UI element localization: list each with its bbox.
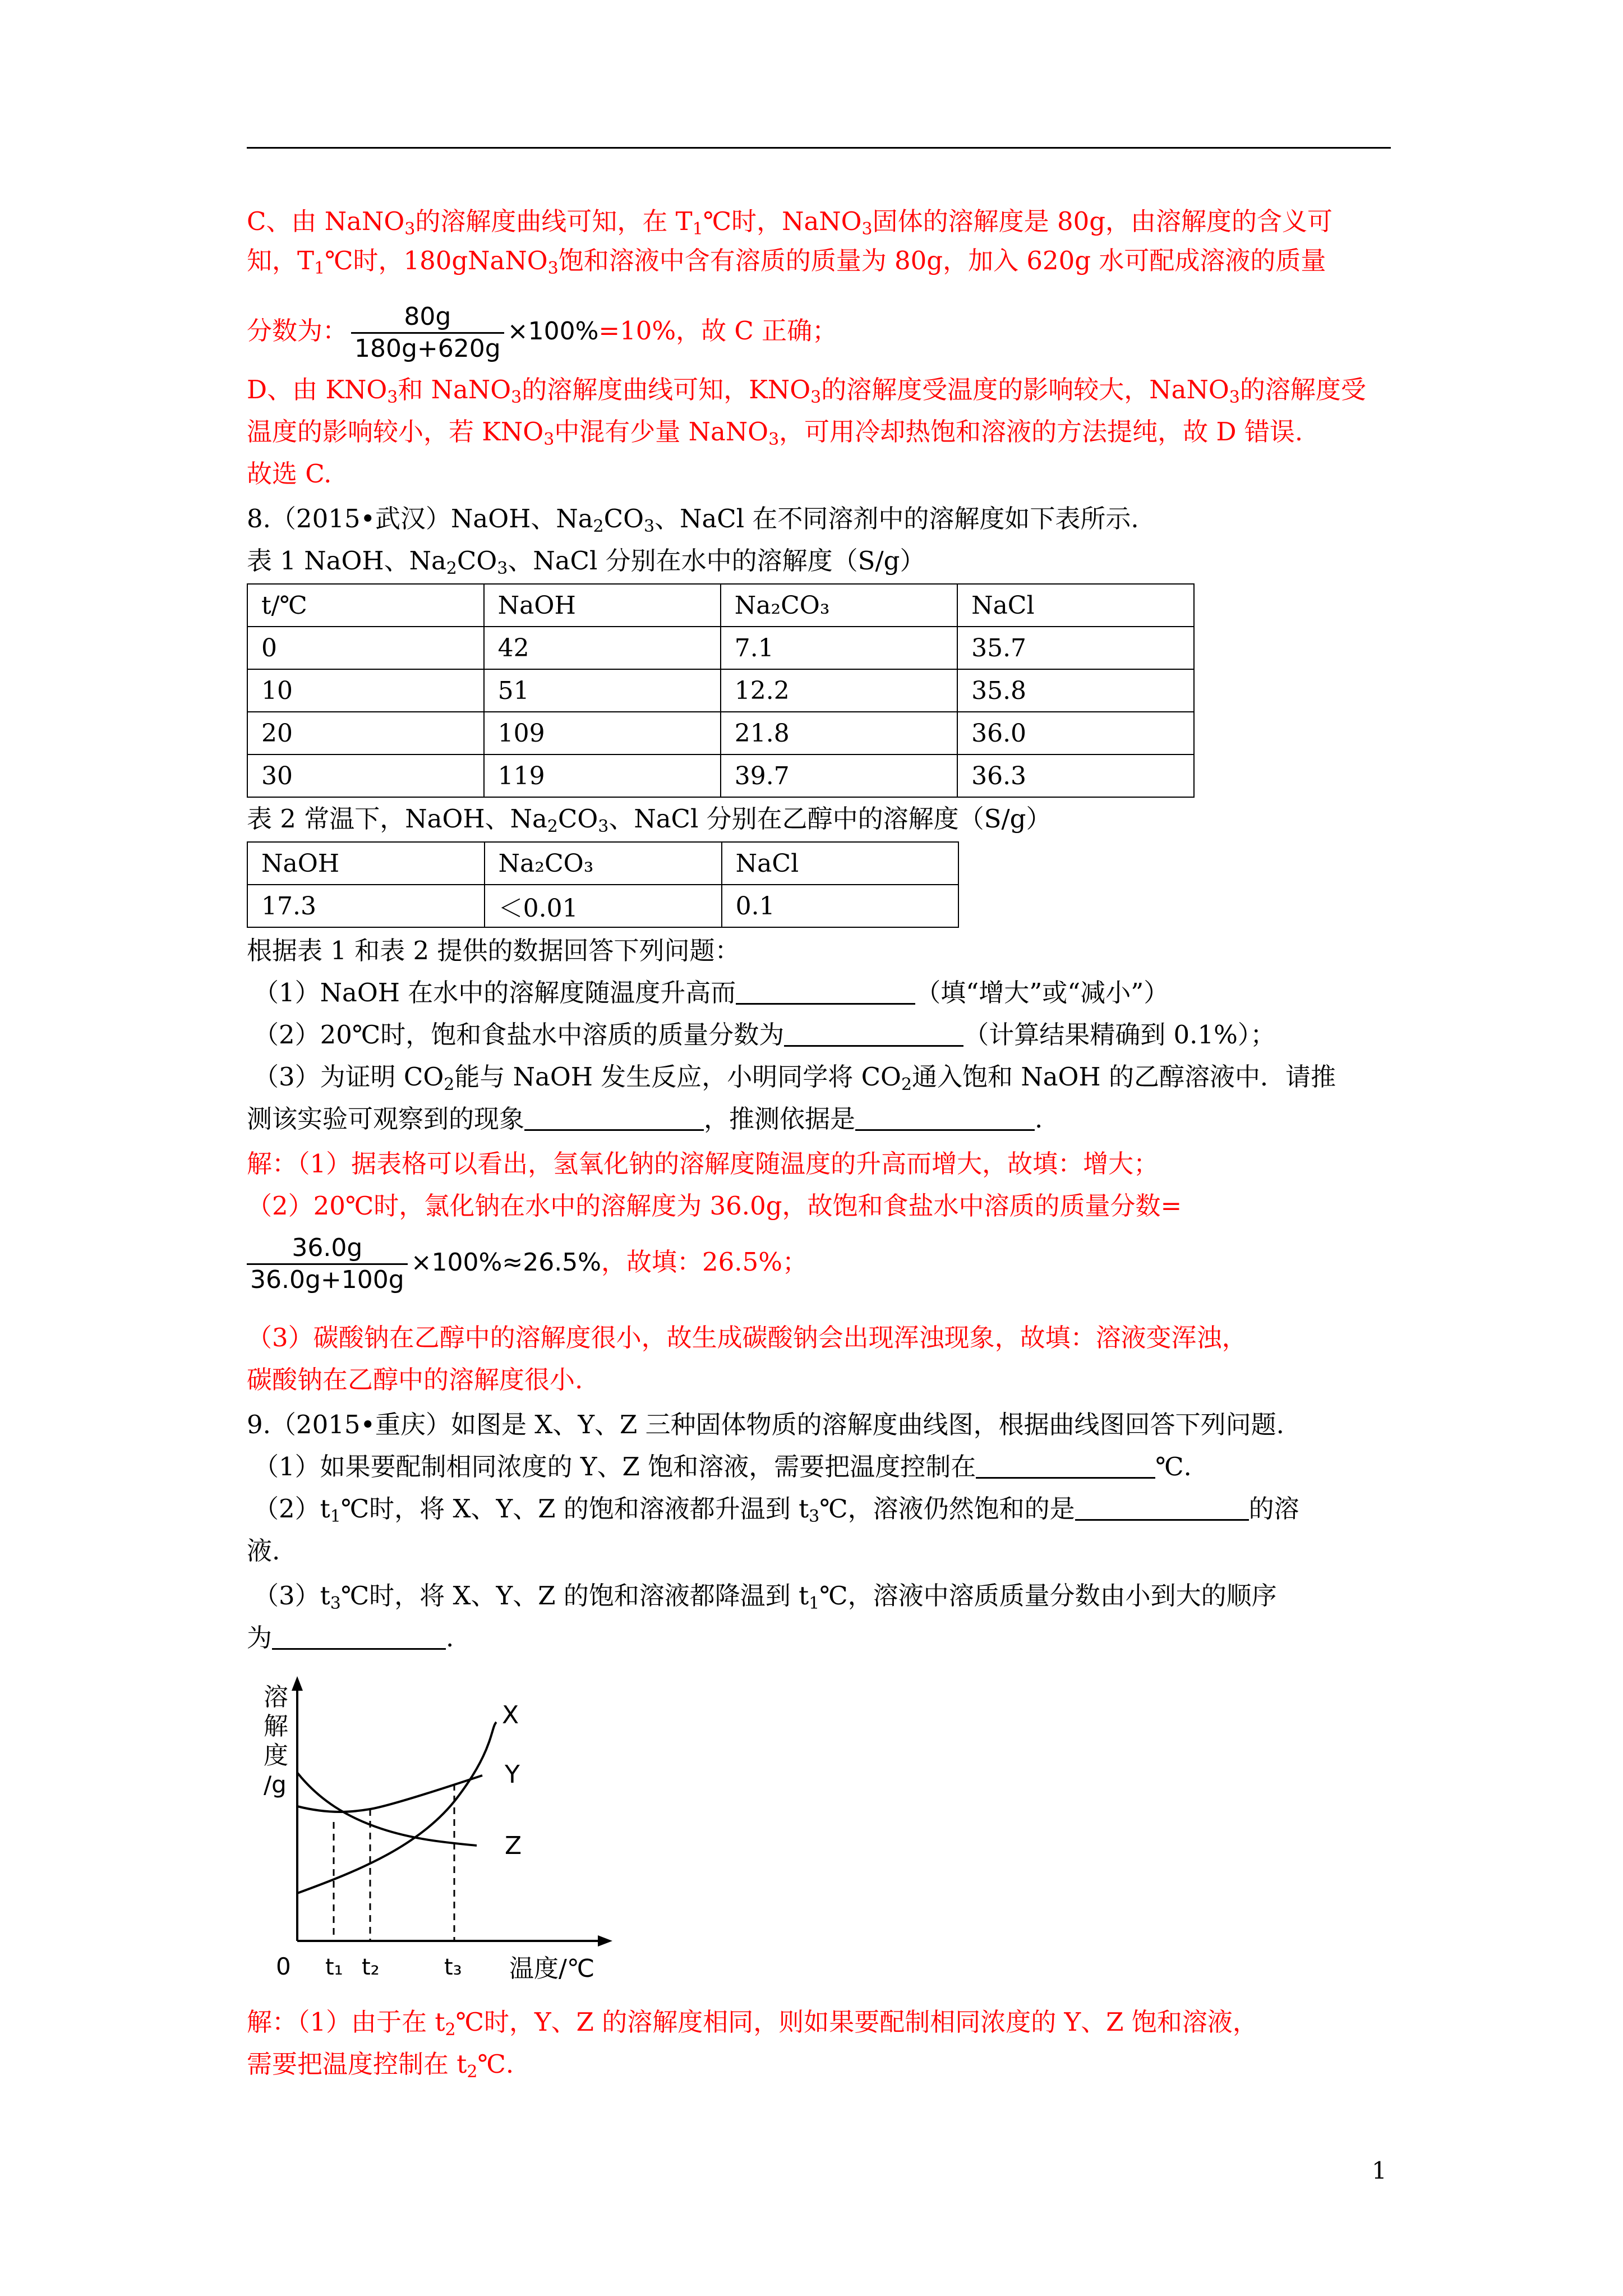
- table-cell: 10: [247, 669, 484, 712]
- q8-answer-3-line-1: （3）碳酸钠在乙醇中的溶解度很小，故生成碳酸钠会出现浑浊现象，故填：溶液变浑浊，: [247, 1323, 1247, 1352]
- fraction-80g: $\frac{80g}{180g+620g}$: [351, 302, 504, 364]
- table-cell: 42: [484, 627, 721, 669]
- option-d-line-3: 故选 C.: [247, 459, 332, 489]
- tick-label-t2: t₂: [362, 1954, 380, 1980]
- table-header-cell: NaCl: [957, 584, 1194, 627]
- q8-answer-3-line-2: 碳酸钠在乙醇中的溶解度很小.: [247, 1365, 583, 1395]
- table-header-row: [247, 584, 1194, 627]
- fraction-36g: $\frac{36.0g}{36.0g+100g}$: [247, 1233, 408, 1295]
- option-c-line-3: 分数为： $\frac{80g}{180g+620g}$ ×100%=10%，故 C 正确；: [247, 302, 838, 363]
- answer-blank[interactable]: [736, 978, 915, 1005]
- option-c-line-2: 知，$T_1℃$时，180gNaNO$_3$饱和溶液中含有溶质的质量为 80g，加入 620g 水可配成溶液的质量: [247, 246, 1326, 278]
- answer-blank[interactable]: [1075, 1494, 1249, 1521]
- q8-question-2: （2）20℃时，饱和食盐水中溶质的质量分数为 （计算结果精确到 0.1%）；: [253, 1020, 1276, 1050]
- table-cell: 35.8: [957, 669, 1194, 712]
- y-label-char: /g: [264, 1771, 287, 1798]
- x-axis-label: 温度/℃: [509, 1954, 595, 1983]
- option-d-line-2: 温度的影响较小，若 $KNO_3$中混有少量 NaNO$_3$，可用冷却热饱和溶液的方法提纯，故 D 错误.: [247, 417, 1303, 449]
- curve-label-z: Z: [505, 1832, 522, 1860]
- q8-answer-1: 解：（1）据表格可以看出，氢氧化钠的溶解度随温度的升高而增大，故填：增大；: [247, 1149, 1159, 1179]
- q9-answer-1-line-1: 解：（1）由于在 $t_2℃$时，Y、Z 的溶解度相同，则如果要配制相同浓度的 Y、Z 饱和溶液，: [247, 2007, 1258, 2040]
- y-label-char: 度: [264, 1741, 288, 1770]
- tick-label-t1: t₁: [325, 1954, 343, 1980]
- curve-y: [297, 1775, 482, 1812]
- option-c-line-1: C、由 NaNO$_3$的溶解度曲线可知，在 $T_1℃$时，NaNO$_3$固体的溶解度是 80g，由溶解度的含义可: [247, 206, 1333, 239]
- table-cell: 51: [484, 669, 721, 712]
- table-header-row: [247, 842, 958, 885]
- q9-question-3-line-1: $(3)t_3℃$时，将 X、Y、Z 的饱和溶液都降温到 $t_1℃$，溶液中溶质质量分数由小到大的顺序: [253, 1581, 1277, 1613]
- table-header-cell: t/℃: [247, 584, 484, 627]
- table-header-cell: NaOH: [484, 584, 721, 627]
- table-cell: 17.3: [247, 885, 485, 927]
- q9-question-1: （1）如果要配制相同浓度的 Y、Z 饱和溶液，需要把温度控制在 ℃.: [253, 1452, 1192, 1481]
- q8-intro: 8.（2015•武汉）NaOH、$Na_2CO_3$、NaCl 在不同溶剂中的溶解度如下表所示.: [247, 504, 1139, 536]
- q9-question-2-line-1: $(2)t_1℃$时，将 X、Y、Z 的饱和溶液都升温到 $t_3℃$，溶液仍然饱和的是 的溶: [253, 1494, 1299, 1526]
- q9-answer-1-line-2: 需要把温度控制在 $t_2℃$.: [247, 2049, 514, 2082]
- table-row: [247, 885, 958, 927]
- q8-answer-2-line-1: （2）20℃时，氯化钠在水中的溶解度为 36.0g，故饱和食盐水中溶质的质量分数=: [247, 1191, 1182, 1221]
- table-cell: 12.2: [721, 669, 957, 712]
- table-header-cell: NaCl: [722, 842, 958, 885]
- table-cell: 0: [247, 627, 484, 669]
- table-cell: 35.7: [957, 627, 1194, 669]
- curve-label-x: X: [502, 1701, 519, 1729]
- table-cell: 7.1: [721, 627, 957, 669]
- table-cell: 36.3: [957, 754, 1194, 797]
- curve-z: [297, 1773, 477, 1846]
- table-header-cell: Na₂CO₃: [721, 584, 957, 627]
- q8-prompt: 根据表 1 和表 2 提供的数据回答下列问题：: [247, 936, 740, 965]
- table-row: [247, 669, 1194, 712]
- table-cell: 21.8: [721, 712, 957, 754]
- solubility-curve-figure: [247, 1672, 628, 1986]
- table1-solubility-water: [247, 583, 1195, 798]
- y-label-char: 溶: [264, 1683, 288, 1711]
- table1-caption: 表 1 NaOH、$Na_2CO_3$、NaCl 分别在水中的溶解度（S/g）: [247, 546, 925, 578]
- origin-label: 0: [276, 1953, 291, 1980]
- table2-solubility-ethanol: [247, 841, 959, 928]
- answer-blank[interactable]: [524, 1105, 704, 1131]
- page-number: 1: [1372, 2157, 1387, 2184]
- table-row: [247, 712, 1194, 754]
- q9-intro: 9.（2015•重庆）如图是 X、Y、Z 三种固体物质的溶解度曲线图，根据曲线图回答下列问题.: [247, 1410, 1284, 1439]
- table2-caption: 表 2 常温下，NaOH、$Na_2CO_3$、NaCl 分别在乙醇中的溶解度（S/g）: [247, 804, 1052, 836]
- table-header-cell: Na₂CO₃: [485, 842, 722, 885]
- q8-question-3-line-1: （3）为证明 $CO_2$能与 NaOH 发生反应，小明同学将 $CO_2$通入饱和 NaOH 的乙醇溶液中．请推: [253, 1062, 1336, 1094]
- answer-blank[interactable]: [784, 1020, 963, 1047]
- header-rule: [247, 147, 1391, 149]
- table-cell: 30: [247, 754, 484, 797]
- table-header-cell: NaOH: [247, 842, 485, 885]
- table-cell: 119: [484, 754, 721, 797]
- q9-question-3-line-2: 为 .: [247, 1623, 454, 1653]
- y-label-char: 解: [264, 1712, 288, 1741]
- option-d-line-1: D、由 $KNO_3$和 NaNO$_3$的溶解度曲线可知，$KNO_3$的溶解度受温度的影响较大，NaNO$_3$的溶解度受: [247, 375, 1366, 407]
- table-row: [247, 627, 1194, 669]
- table-cell: 20: [247, 712, 484, 754]
- y-axis-arrow: [292, 1676, 303, 1691]
- table-cell: 0.1: [722, 885, 958, 927]
- curve-label-y: Y: [505, 1760, 520, 1789]
- curve-x: [297, 1722, 496, 1893]
- x-axis-arrow: [598, 1935, 612, 1947]
- table-cell: 109: [484, 712, 721, 754]
- answer-blank[interactable]: [272, 1623, 446, 1650]
- answer-blank[interactable]: [976, 1452, 1155, 1479]
- table-row: [247, 754, 1194, 797]
- q9-question-2-line-2: 液.: [247, 1536, 280, 1566]
- table-cell: ＜0.01: [485, 885, 722, 927]
- q8-question-1: （1）NaOH 在水中的溶解度随温度升高而 （填“增大”或“减小”）: [253, 978, 1169, 1007]
- table-cell: 39.7: [721, 754, 957, 797]
- q8-question-3-line-2: 测该实验可观察到的现象 ，推测依据是 .: [247, 1104, 1043, 1134]
- q8-answer-2-line-2: $\frac{36.0g}{36.0g+100g}$ ×100%≈26.5%，故填：26.5%；: [247, 1228, 808, 1296]
- table-cell: 36.0: [957, 712, 1194, 754]
- tick-label-t3: t₃: [444, 1954, 462, 1980]
- answer-blank[interactable]: [855, 1105, 1035, 1131]
